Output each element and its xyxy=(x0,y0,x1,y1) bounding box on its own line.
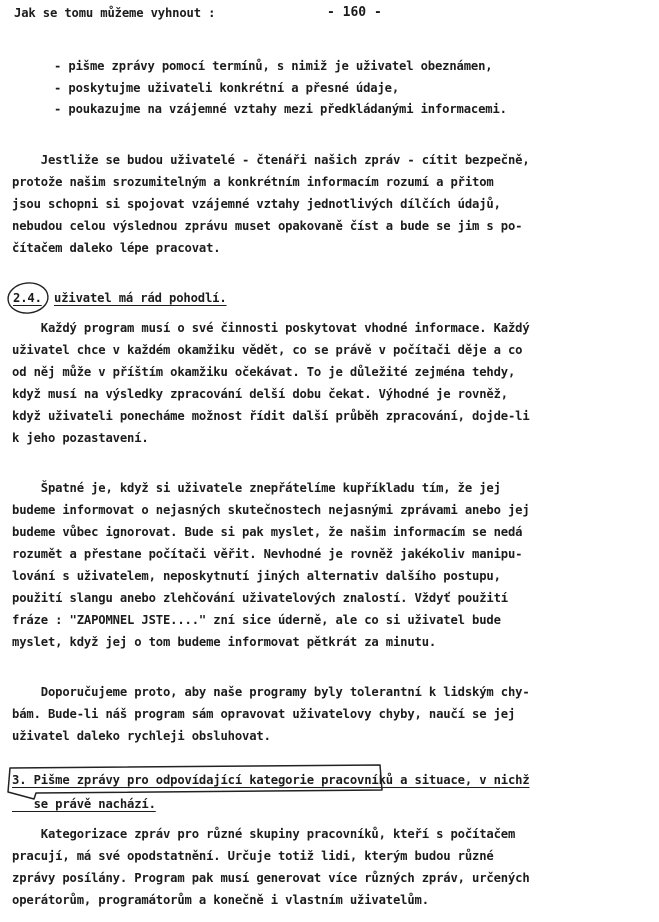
para2-line: od něj může v příštím okamžiku očekávat. To je důležité zejména tehdy, xyxy=(12,365,516,379)
bullet-item: - poukazujme na vzájemné vztahy mezi předkládanými informacemi. xyxy=(54,102,507,116)
intro-line: Jak se tomu můžeme vyhnout : xyxy=(14,6,216,20)
para5-line: Kategorizace zpráv pro různé skupiny pracovníků, kteří s počítačem xyxy=(12,827,516,841)
para3-line: rozumět a přestane počítači věřit. Nevhodné je rovněž jakékoliv manipu- xyxy=(12,547,523,561)
para2-line: když uživateli ponecháme možnost řídit další průběh zpracování, dojde-li xyxy=(12,409,530,423)
para2-line: Každý program musí o své činnosti poskytovat vhodné informace. Každý xyxy=(12,321,530,335)
para1-line: jsou schopni si spojovat vzájemné vztahy jednotlivých dílčích údajů, xyxy=(12,197,501,211)
para5-line: operátorům, programátorům a konečně i vlastním uživatelům. xyxy=(12,893,429,907)
para2-line: k jeho pozastavení. xyxy=(12,431,149,445)
para5-line: pracují, má své opodstatnění. Určuje totiž lidi, kterým budou různé xyxy=(12,849,494,863)
para3-line: použití slangu anebo zlehčování uživatelových znalostí. Vždyť použití xyxy=(12,591,508,605)
section-3-heading-cont: se právě nachází. xyxy=(12,797,156,811)
para3-line: lování s uživatelem, neposkytnutí jiných alternativ dalšího postupu, xyxy=(12,569,501,583)
para3-line: budeme informovat o nejasných skutečnostech nejasnými zprávami anebo jej xyxy=(12,503,530,517)
para5-line: zprávy posílány. Program pak musí generovat více různých zpráv, určených xyxy=(12,871,530,885)
para4-line: bám. Bude-li náš program sám opravovat uživatelovy chyby, naučí se jej xyxy=(12,707,516,721)
para4-line: uživatel daleko rychleji obsluhovat. xyxy=(12,729,271,743)
section-3-heading: 3. Pišme zprávy pro odpovídající kategorie pracovníků a situace, v nichž xyxy=(12,773,530,787)
para1-line: protože našim srozumitelným a konkrétním informacím rozumí a přitom xyxy=(12,175,494,189)
section-2-4-title: uživatel má rád pohodlí. xyxy=(54,291,227,305)
para2-line: když musí na výsledky zpracování delší dobu čekat. Výhodné je rovněž, xyxy=(12,387,508,401)
para1-line: čítačem daleko lépe pracovat. xyxy=(12,241,221,255)
page-number: - 160 - xyxy=(327,5,382,20)
para3-line: myslet, když jej o tom budeme informovat pětkrát za minutu. xyxy=(12,635,437,649)
para4-line: Doporučujeme proto, aby naše programy byly tolerantní k lidským chy- xyxy=(12,685,530,699)
para3-line: Špatné je, když si uživatele znepřátelíme kupříkladu tím, že jej xyxy=(12,481,501,495)
para2-line: uživatel chce v každém okamžiku vědět, co se právě v počítači děje a co xyxy=(12,343,523,357)
para3-line: fráze : "ZAPOMNEL JSTE...." zní sice úderně, ale co si uživatel bude xyxy=(12,613,501,627)
bullet-item: - pišme zprávy pomocí termínů, s nimiž je uživatel obeznámen, xyxy=(54,59,493,73)
bullet-item: - poskytujme uživateli konkrétní a přesné údaje, xyxy=(54,81,399,95)
section-2-4-number: 2.4. xyxy=(13,291,42,305)
para1-line: nebudou celou výslednou zprávu muset opakovaně číst a bude se jim s po- xyxy=(12,219,523,233)
para3-line: budeme vůbec ignorovat. Bude si pak myslet, že našim informacím se nedá xyxy=(12,525,523,539)
para1-line: Jestliže se budou uživatelé - čtenáři našich zpráv - cítit bezpečně, xyxy=(12,153,530,167)
